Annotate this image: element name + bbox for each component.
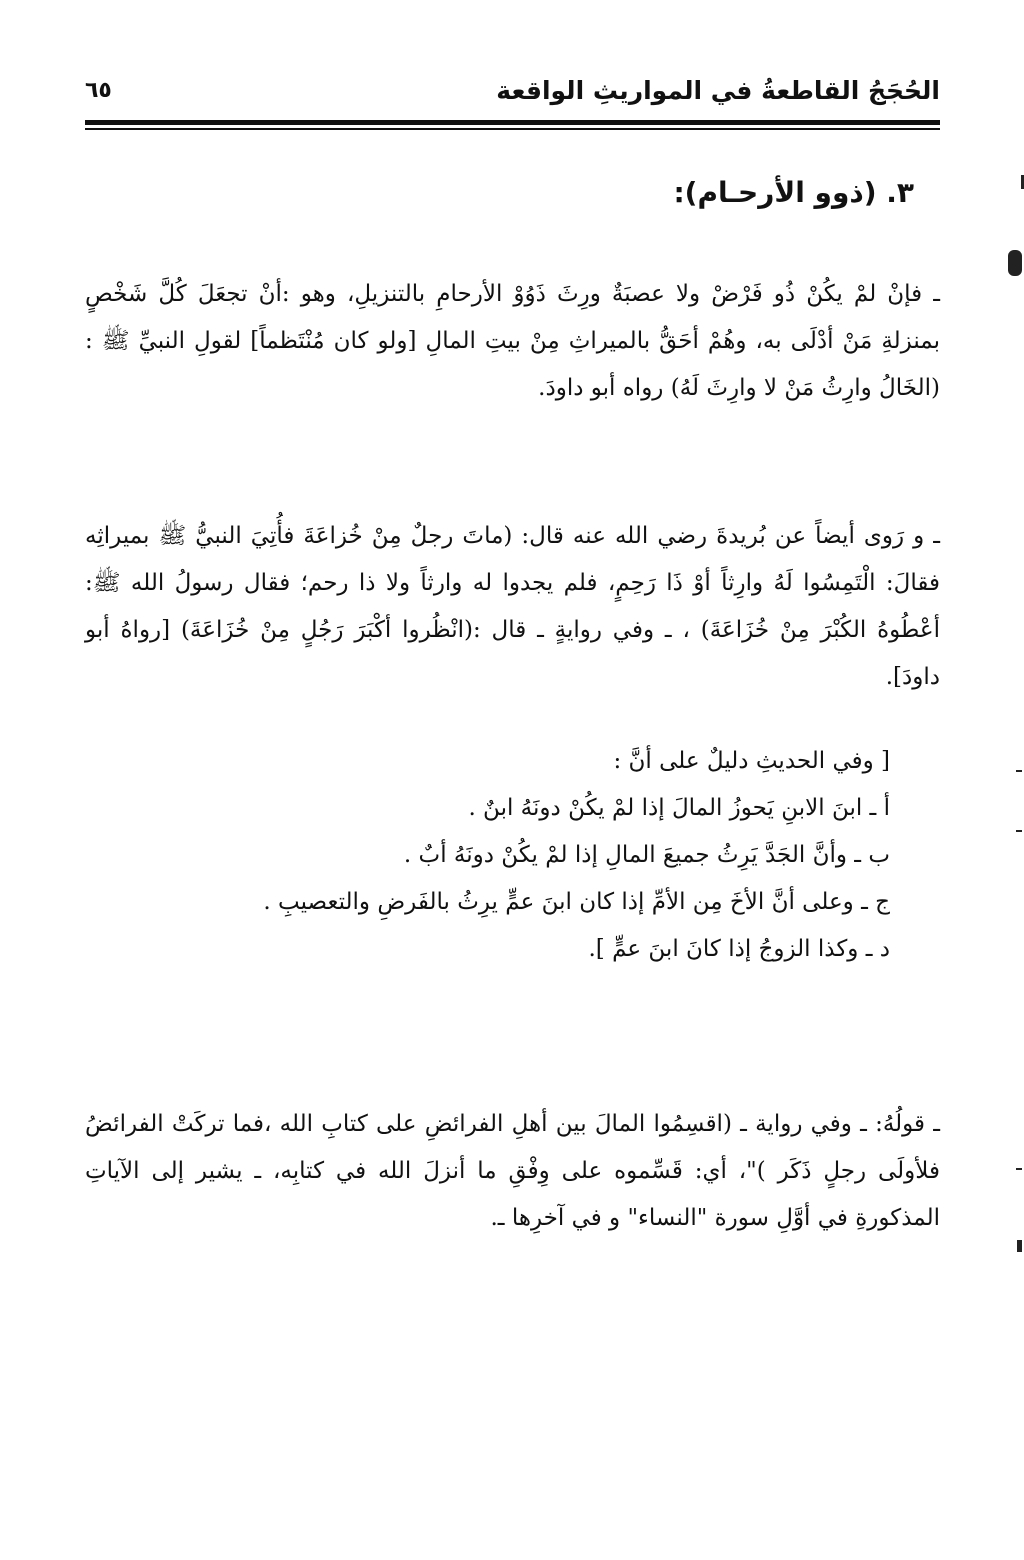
running-header bbox=[85, 72, 940, 122]
scan-edge-mark bbox=[1017, 1240, 1022, 1252]
note-item-c: ج ـ وعلى أنَّ الأخَ مِن الأمِّ إذا كان ابنَ عمٍّ يرِثُ بالفَرضِ والتعصيبِ . bbox=[263, 889, 890, 915]
note-item-d: د ـ وكذا الزوجُ إذا كانَ ابنَ عمٍّ ]. bbox=[588, 936, 890, 962]
scan-edge-mark bbox=[1008, 250, 1022, 276]
header-rule-thick bbox=[85, 120, 940, 125]
header-rule-thin bbox=[85, 128, 940, 130]
paragraph-inheritance-rule: ـ فإنْ لمْ يكُنْ ذُو فَرْضْ ولا عصبَةٌ ورِثَ ذَوُوْ الأرحامِ بالتنزيلِ، وهو :أنْ تجعَلَ كُلَّ شَخْصٍ بمنزلةِ مَنْ أدْلَى به، وهُمْ أحَقُّ بالميراثِ مِنْ بيتِ المالِ [ولو كان مُنْتَظماً] لقولِ النبيِّ ﷺ : (الخَالُ وارِثُ مَنْ لا وارِثَ لَهُ) رواه أبو داودَ. bbox=[85, 281, 940, 401]
section-heading: ٣. (ذوو الأرحـام): bbox=[673, 176, 914, 209]
scan-edge-mark bbox=[1016, 770, 1022, 772]
note-item-a: أ ـ ابنَ الابنِ يَحوزُ المالَ إذا لمْ يكُنْ دونَهُ ابنٌ . bbox=[468, 795, 890, 821]
note-item-b: ب ـ وأنَّ الجَدَّ يَرِثُ جميعَ المالِ إذا لمْ يكُنْ دونَهُ أبٌ . bbox=[403, 842, 890, 868]
page-number: ٦٥ bbox=[85, 78, 112, 103]
paragraph-buraydah-hadith: ـ و رَوى أيضاً عن بُريدةَ رضي الله عنه قال: (ماتَ رجلٌ مِنْ خُزاعَةَ فأُتِيَ النبيُّ ﷺ بميراثِه فقالَ: الْتَمِسُوا لَهُ وارِثاً أوْ ذَا رَحِمٍ، فلم يجدوا له وارثاً ولا ذا رحم؛ فقال رسولُ الله ﷺ: أعْطُوهُ الكُبْرَ مِنْ خُزَاعَةَ) ، ـ وفي روايةٍ ـ قال :(انْظُروا أكْبَرَ رَجُلٍ مِنْ خُزَاعَةَ) [رواهُ أبو داودَ]. bbox=[85, 523, 940, 690]
scan-edge-mark bbox=[1016, 1168, 1022, 1170]
bracketed-note bbox=[150, 738, 890, 973]
scan-edge-mark bbox=[1016, 830, 1022, 832]
note-intro: [ وفي الحديثِ دليلٌ على أنَّ : bbox=[613, 748, 890, 774]
paragraph-divide-wealth: ـ قولُهُ: ـ وفي رواية ـ (اقسِمُوا المالَ بين أهلِ الفرائضِ على كتابِ الله ،فما تركَتْ الفرائضُ فلأولَى رجلٍ ذَكَر )"، أي: قَسِّموه على وِفْقِ ما أنزلَ الله في كتابِه، ـ يشير إلى الآياتِ المذكورةِ في أوَّلِ سورة "النساء" و في آخرِها ـ. bbox=[85, 1111, 940, 1231]
book-title: الحُجَجُ القاطعةُ في المواريثِ الواقعة bbox=[496, 76, 940, 105]
